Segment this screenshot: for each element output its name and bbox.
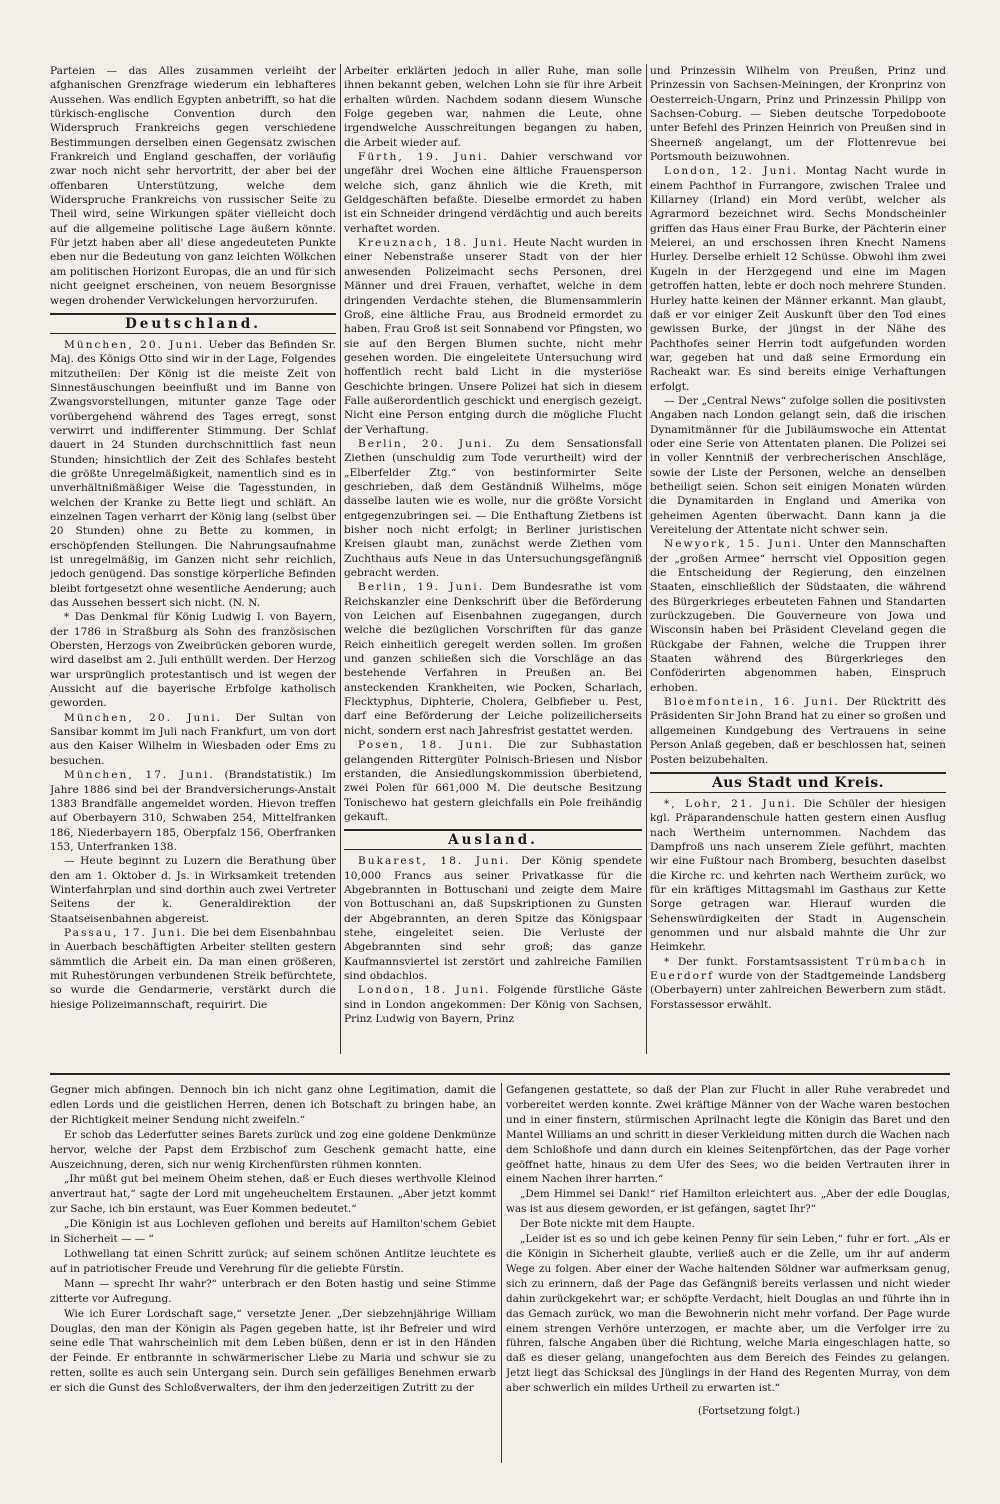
article-bukarest [344, 854, 642, 983]
continuation-note: (Fortsetzung folgt.) [697, 1405, 800, 1418]
dateline: München, 17. Juni. [64, 769, 215, 782]
feuilleton-paragraph: Der Bote nickte mit dem Haupte. [520, 1218, 695, 1231]
dateline: Kreuznach, 18. Juni. [358, 237, 509, 250]
place-name: Euerdorf [650, 969, 715, 982]
article-text: Ueber das Befinden Sr. Maj. des Königs Otto sind wir in der Lage, Folgendes mitzutheilen: Der König ist die meiste Zeit von Sinnestäuschungen beeinflußt und im Banne von Zwangsvorstellungen, mitunter ganze Tage oder vorübergehend während des Tages erregt, sonst verwirrt und indifferenter Stimmung. Der Schlaf dauert in 24 Stunden durchschnittlich fast neun Stunden; hinsichtlich der Zeit des Schlafes besteht die größte Unregelmäßigkeit, namentlich sind es in unverhältnißmäßiger Weise die Tagesstunden, in welchen der Kranke zu Bette liegt und schläft. An einzelnen Tagen verharrt der König lang (selbst über 20 Stunden) ohne zu Bette zu kommen, in erschöpfenden Stellungen. Die Nahrungsaufnahme ist unregelmäßig, im Ganzen nicht sehr reichlich, jedoch genügend. Das sonstige körperliche Befinden bleibt fortgesetzt ohne wesentliche Aenderung; auch das Aussehen bessert sich nicht. [50, 338, 336, 610]
article-muenchen-koenig-otto [50, 338, 336, 611]
dateline: Bukarest, 18. Juni. [358, 855, 511, 868]
article-berlin-bundesrath [344, 580, 642, 738]
column-divider [340, 64, 341, 1054]
article-text: Folgende fürstliche Gäste sind in London angekommen: Der König von Sachsen, Prinz Ludwig von Bayern, Prinz [344, 984, 642, 1025]
article-sultan-sansibar [50, 711, 336, 768]
dateline: Posen, 18. Juni. [358, 739, 495, 752]
article-continuation: und Prinzessin Wilhelm von Preußen, Prinz und Prinzessin von Sachsen-Meiningen, der Kronprinz von Oesterreich-Ungarn, Prinz und Prinzessin Philipp von Sachsen-Coburg. — Sieben deutsche Torpedoboote unter Befehl des Prinzen Heinrich von Preußen sind in Sheerneß angelangt, um der Flottenrevue bei Portsmouth beizuwohnen. [650, 65, 946, 164]
article-luzern-fahrplan: — Heute beginnt zu Luzern die Berathung über den am 1. Oktober d. Js. in Wirksamkeit tretenden Winterfahrplan und sind dorthin auch zwei Vertreter Seitens der k. Generaldirektion der Staatseisenbahnen abgereist. [50, 855, 336, 925]
article-text: in [935, 955, 946, 968]
article-text: Heute Nacht wurden in einer Nebenstraße unserer Stadt von der hier anwesenden Polizeimacht sechs Personen, drei Männer und drei Frauen, verhaftet, welche in dem dringenden Verdachte stehen, die Blumensammlerin Groß, eine ältliche Frau, aus Brodneid ermordet zu haben. Frau Groß ist seit Sonnabend vor Pfingsten, wo sie auf den Bergen Blumen suchte, nicht mehr gesehen worden. Die eingeleitete Untersuchung wird hoffentlich recht bald Licht in die mysteriöse Geschichte bringen. Unsere Polizei hat sich in diesem Falle außerordentlich geschickt und energisch gezeigt. Nicht eine Person entging durch die mögliche Flucht der Verhaftung. [344, 237, 642, 436]
person-name: Trümbach [856, 955, 928, 968]
article-text: Montag Nacht wurde in einem Pachthof in Furrangore, zwischen Tralee und Killarney (Irland) ein Mord verübt, welcher als Agrarmord bezeichnet wird. Sechs Mondscheinler griffen das Haus einer Frau Burke, der Pächterin einer Meierei, an und erschossen ihren Knecht Namens Hurley. Derselbe erhielt 12 Schüsse. Obwohl ihm zwei Kugeln in der Herzgegend und eine im Magen getroffen hatten, lebte er doch noch mehrere Stunden. Hurley hatte keinen der Männer erkannt. Man glaubt, daß er vor einiger Zeit Auskunft über den Tod eines gewissen Burke, der jüngst in der Nähe des Pachthofes seiner Herrin todt aufgefunden worden war, gegeben hat und daß seine Ermordung ein Racheakt war. Es sind bereits einige Verhaftungen erfolgt. [650, 165, 946, 393]
article-forstassessor [650, 955, 946, 1012]
article-text: Die Schüler der hiesigen kgl. Präparandenschule hatten gestern einen Ausflug nach Wertheim unternommen. Nachdem das Dampfroß uns nach unserem Ziele geführt, machten wir eine Fußtour nach Bromberg, besuchten daselbst die Kirche rc. und kehrten nach Wertheim zurück, wo für ein kräftiges Mittagsmahl im Gasthaus zur Kette Sorge getragen war. Hierauf wurden die Sehenswürdigkeiten der Stadt in Augenschein genommen und nur alsbald mahnte die Uhr zur Heimkehr. [650, 797, 946, 954]
feuilleton-divider [501, 1083, 502, 1463]
article-denkmal-ludwig: * Das Denkmal für König Ludwig I. von Bayern, der 1786 in Straßburg als Sohn des französischen Obersten, Herzogs von Zweibrücken geboren wurde, wird daselbst am 2. Juli enthüllt werden. Der Herzog war ursprünglich protestantisch und ist wegen der Aussicht auf die bayerische Erbfolge katholisch geworden. [50, 611, 336, 710]
feuilleton-paragraph: „Leider ist es so und ich gebe keinen Penny für sein Leben,“ fuhr er fort. „Als er die Königin in Sicherheit glaubte, verließ auch er die Zelle, um ihr auf anderm Wege zu folgen. Aber einer der Wache haltenden Söldner war aufmerksam genug, sich zu erinnern, daß der Page das Gefängniß bereits verlassen und nicht wieder dahin zurückgekehrt war; er schöpfte Verdacht, hielt Douglas an und führte ihn in das Gemach zurück, wo man die Bewohnerin nicht mehr vorfand. Der Page wurde einem strengen Verhöre unterzogen, er machte aber, um die Verfolger irre zu führen, falsche Angaben über die Richtung, welche Maria eingeschlagen hatte, so daß es dieser gelang, unangefochten aus dem Bereich des Feindes zu gelangen. Jetzt liegt das Schicksal des Jünglings in der Hand des Regenten Murray, von dem aber schwerlich ein mildes Urtheil zu erwarten ist.“ [506, 1233, 950, 1395]
article-passau-streik [50, 926, 336, 1012]
dateline: Newyork, 15. Juni. [664, 538, 804, 551]
feuilleton-paragraph: Er schob das Lederfutter seines Barets zurück und zog eine goldene Denkmünze hervor, welche der Papst dem Erzbischof zum Geschenk gemacht hatte, eine Auszeichnung, deren, sich nur wenig Kirchenfürsten rühmen konnten. [50, 1128, 496, 1171]
article-text: Der Sultan von Sansibar kommt im Juli nach Frankfurt, um von dort aus den Kaiser Wilhelm in Wiesbaden oder Ems zu besuchen. [50, 711, 336, 767]
article-berlin-ziethen [344, 437, 642, 580]
feuilleton-paragraph: „Dem Himmel sei Dank!“ rief Hamilton erleichtert aus. „Aber der edle Douglas, was ist aus diesem geworden, er ist gefangen, sagtet Ihr?“ [506, 1188, 950, 1216]
article-text: Die bei dem Eisenbahnbau in Auerbach beschäftigten Arbeiter stellten gestern sämmtlich die Arbeit ein. Da man einen größeren, mit Ruhestörungen verbundenen Streik befürchtete, so wurde die Gendarmerie, verstärkt durch die hiesige Polizeimannschaft, requirirt. Die [50, 926, 336, 1011]
dateline: Berlin, 20. Juni. [358, 437, 494, 450]
section-heading-stadt-kreis: Aus Stadt und Kreis. [650, 772, 946, 793]
dateline: *, Lohr, 21. Juni. [664, 797, 798, 810]
dateline: London, 12. Juni. [664, 165, 798, 178]
article-london-gaeste [344, 983, 642, 1026]
article-text: Der Rücktritt des Präsidenten Sir John Brand hat zu einer so großen und allgemeinen Kundgebung des Vertrauens in seine Person Anlaß gegeben, daß er beschlossen hat, seinen Posten beizubehalten. [650, 696, 946, 766]
article-text: Dem Bundesrathe ist vom Reichskanzler eine Denkschrift über die Beförderung von Leichen auf Eisenbahnen zugegangen, durch welche die bezüglichen Vorschriften für das ganze Reich einheitlich geregelt werden sollen. Im großen und ganzen schließen sich die Vorschläge an das bestehende Verfahren in Preußen an. Bei ansteckenden Krankheiten, wie Pocken, Scharlach, Flecktyphus, Diphterie, Cholera, Gelbfieber u. Pest, darf eine Beförderung der Leiche polizeilicherseits nicht, sondern erst nach Jahresfrist gestattet werden. [344, 581, 642, 737]
dateline: Berlin, 19. Juni. [358, 581, 485, 594]
dateline: Bloemfontein, 16. Juni. [664, 696, 840, 709]
article-central-news: — Der „Central News“ zufolge sollen die positivsten Angaben nach London gelangt sein, daß die irischen Dynamitmänner für die Jubiläumswoche ein Attentat oder eine Serie von Attentaten planen. Die Polizei sei in voller Kenntniß der verbrecherischen Anschläge, sowie der Liste der Personen, welche an denselben betheiligt seien. Schon seit einigen Monaten würden die Dynamitarden in England und Amerika von geheimen Agenten überwacht. Dann kann ja die Vereitelung der Attentate nicht schwer sein. [650, 394, 946, 536]
article-text: Dahier verschwand vor ungefähr drei Wochen eine ältliche Frauensperson welche sich, ganz ähnlich wie die Kreth, mit Geldgeschäften befaßte. Dieselbe ermordet zu haben ist ein Schneider dringend verdächtig und auch bereits verhaftet worden. [344, 151, 642, 235]
article-text: (Brandstatistik.) Im Jahre 1886 sind bei der Brandversicherungs-Anstalt 1383 Brandfälle angemeldet worden. Hievon treffen auf Oberbayern 310, Schwaben 254, Mittelfranken 186, Niederbayern 185, Oberpfalz 156, Oberfranken 153, Unterfranken 138. [50, 769, 336, 853]
article-text: Unter den Mannschaften der „großen Armee“ herrscht viel Opposition gegen die Entscheidung der Regierung, den einzelnen Staaten, einschließlich der Südstaaten, die während des Bürgerkrieges erbeuteten Fahnen und Standarten zurückzugeben. Die Gouverneure von Jowa und Wisconsin haben bei Präsident Cleveland gegen die Rückgabe der Fahnen, welche die Truppen ihrer Staaten während des Bürgerkrieges den Conföderirten abgenommen haben, Einspruch erhoben. [650, 538, 946, 694]
feuilleton-separator [50, 1073, 950, 1075]
article-text: Der König spendete 10,000 Francs aus seiner Privatkasse für die Abgebrannten in Bottuschani und zeigte dem Maire von Bottuschani an, daß Supskriptionen zu Gunsten der Abgebrannten, an deren Spitze das Königspaar stehe, eingeleitet seien. Die Verluste der Abgebrannten sind sehr groß; das ganze Kaufmannsviertel ist zerstört und zahlreiche Familien sind obdachlos. [344, 855, 642, 982]
dateline: Passau, 17. Juni. [64, 926, 188, 939]
column-3 [650, 64, 946, 1012]
article-london-mord [650, 164, 946, 394]
article-lohr-ausflug [650, 797, 946, 955]
feuilleton-column-left [50, 1083, 496, 1396]
column-divider [646, 64, 647, 1054]
article-text: wurde von der Stadtgemeinde Landsberg (Oberbayern) unter zahlreichen Bewerbern zum städt. Forstassessor erwählt. [650, 969, 946, 1011]
article-posen [344, 738, 642, 824]
dateline: München, 20. Juni. [64, 338, 205, 351]
article-newyork [650, 537, 946, 695]
article-continuation: Arbeiter erklärten jedoch in aller Ruhe, man solle ihnen bekannt geben, welchen Lohn sie für ihre Arbeit erhalten würden. Nachdem sodann diesem Wunsche Folge gegeben war, nahmen die Leute, ohne irgendwelche Ausschreitungen begangen zu haben, die Arbeit wieder auf. [344, 65, 642, 149]
feuilleton-paragraph: Mann — sprecht Ihr wahr?“ unterbrach er den Boten hastig und seine Stimme zitterte vor Aufregung. [50, 1277, 496, 1305]
column-2 [344, 64, 642, 1026]
article-bloemfontein [650, 695, 946, 767]
section-heading-ausland: Ausland. [344, 829, 642, 850]
section-heading-deutschland: Deutschland. [50, 313, 336, 334]
article-continuation: Parteien — das Alles zusammen verleiht der afghanischen Grenzfrage wiederum ein lebhafteres Aussehen. Was endlich Egypten anbetrifft, so hat die türkisch-englische Convention durch den Widerspruch Frankreichs gegen verschiedene Bestimmungen derselben einen Gegensatz zwischen Frankreich und England geschaffen, der vorläufig zwar noch nicht sehr hervortritt, der aber bei der offenbaren Unterstützung, welche dem Widerspruche Frankreichs von russischer Seite zu Theil wird, seine Wirkungen später vielleicht doch auf die allgemeine politische Lage äußern könnte. Für jetzt haben aber all' diese angedeuteten Punkte eben nur die Bedeutung von ganz leichten Wölkchen am politischen Horizont Europas, die an und für sich nicht geeignet erscheinen, von neuem Besorgnisse wegen drohender Verwickelungen hervorzurufen. [50, 65, 336, 307]
feuilleton-paragraph: Gefangenen gestattete, so daß der Plan zur Flucht in aller Ruhe verabredet und vorbereitet werden konnte. Zwei kräftige Männer von der Wache waren bestochen und in einer finstern, stürmischen Aprilnacht legte die Königin das Baret und den Mantel Williams an und schritt in dieser Verkleidung mitten durch die Wachen nach dem Schloßhofe und dann durch ein kleines Seitenpförtchen, das der Page vorher geöffnet hatte, hinaus zu dem Ufer des Sees, wo die beiden Vertrauten ihrer in einem Nachen ihrer harrten.“ [506, 1084, 950, 1186]
dateline: München, 20. Juni. [64, 711, 222, 724]
article-text: * Der funkt. Forstamtsassistent [664, 955, 848, 968]
feuilleton-paragraph: Lothwellang tat einen Schritt zurück; auf seinem schönen Antlitze leuchtete es auf in patriotischer Freude und Verehrung für die geliebte Fürstin. [50, 1247, 496, 1275]
feuilleton-column-right [506, 1083, 950, 1419]
article-source: (N. N. [228, 597, 261, 610]
article-brandstatistik [50, 768, 336, 854]
feuilleton-paragraph: „Ihr müßt gut bei meinem Oheim stehen, daß er Euch dieses werthvolle Kleinod anvertraut hat,“ sagte der Lord mit ungeheucheltem Erstaunen. „Aber jetzt kommt zur Sache, ich bin erstaunt, was Euer Kommen bedeutet.“ [50, 1173, 496, 1216]
article-kreuznach [344, 236, 642, 437]
dateline: London, 18. Juni. [358, 984, 491, 997]
article-fuerth [344, 150, 642, 236]
feuilleton-paragraph: Gegner mich abfingen. Dennoch bin ich nicht ganz ohne Legitimation, damit die edlen Lords und die geistlichen Herren, denen ich Botschaft zu bringen habe, an der Richtigkeit meiner Sendung nicht zweifeln.“ [50, 1084, 496, 1126]
feuilleton-paragraph: Wie ich Eurer Lordschaft sage,“ versetzte Jener. „Der siebzehnjährige William Douglas, den man der Königin als Pagen gegeben hatte, ist ihr Befreier und wird seine edle That wahrscheinlich mit dem Leben büßen, denn er ist in den Händen der Feinde. Er entbrannte in schwärmerischer Liebe zu Maria und schwur sie zu retten, sollte es auch sein Untergang sein. Durch sein gefälliges Benehmen erwarb er sich die Gunst des Schloßverwalters, der ihm den jederzeitigen Zutritt zu der [50, 1307, 496, 1395]
article-text: Die zur Subhastation gelangenden Rittergüter Polnisch-Briesen und Nisbor erstanden, die Ansiedlungskommission überbietend, zwei Polen für 661,000 M. Die deutsche Besitzung Tonischewo hat gestern gleichfalls ein Pole freihändig gekauft. [344, 739, 642, 823]
dateline: Fürth, 19. Juni. [358, 151, 489, 164]
column-1 [50, 64, 336, 1012]
feuilleton-paragraph: „Die Königin ist aus Lochleven geflohen und bereits auf Hamilton'schem Gebiet in Sicherheit — — “ [50, 1218, 496, 1246]
article-text: Zu dem Sensationsfall Ziethen (unschuldig zum Tode verurtheilt) wird der „Elberfelder Ztg.“ von bestinformirter Seite geschrieben, daß dem Geständniß Wilhelms, möge dasselbe lauten wie es wolle, nur die größte Vorsicht entgegenzubringen sei. — Die Enthaftung Zietbens ist bisher noch nicht erfolgt; in Berliner juristischen Kreisen glaubt man, zunächst werde Ziethen vom Zuchthaus aufs Neue in das Untersuchungsgefängniß gebracht werden. [344, 437, 642, 580]
